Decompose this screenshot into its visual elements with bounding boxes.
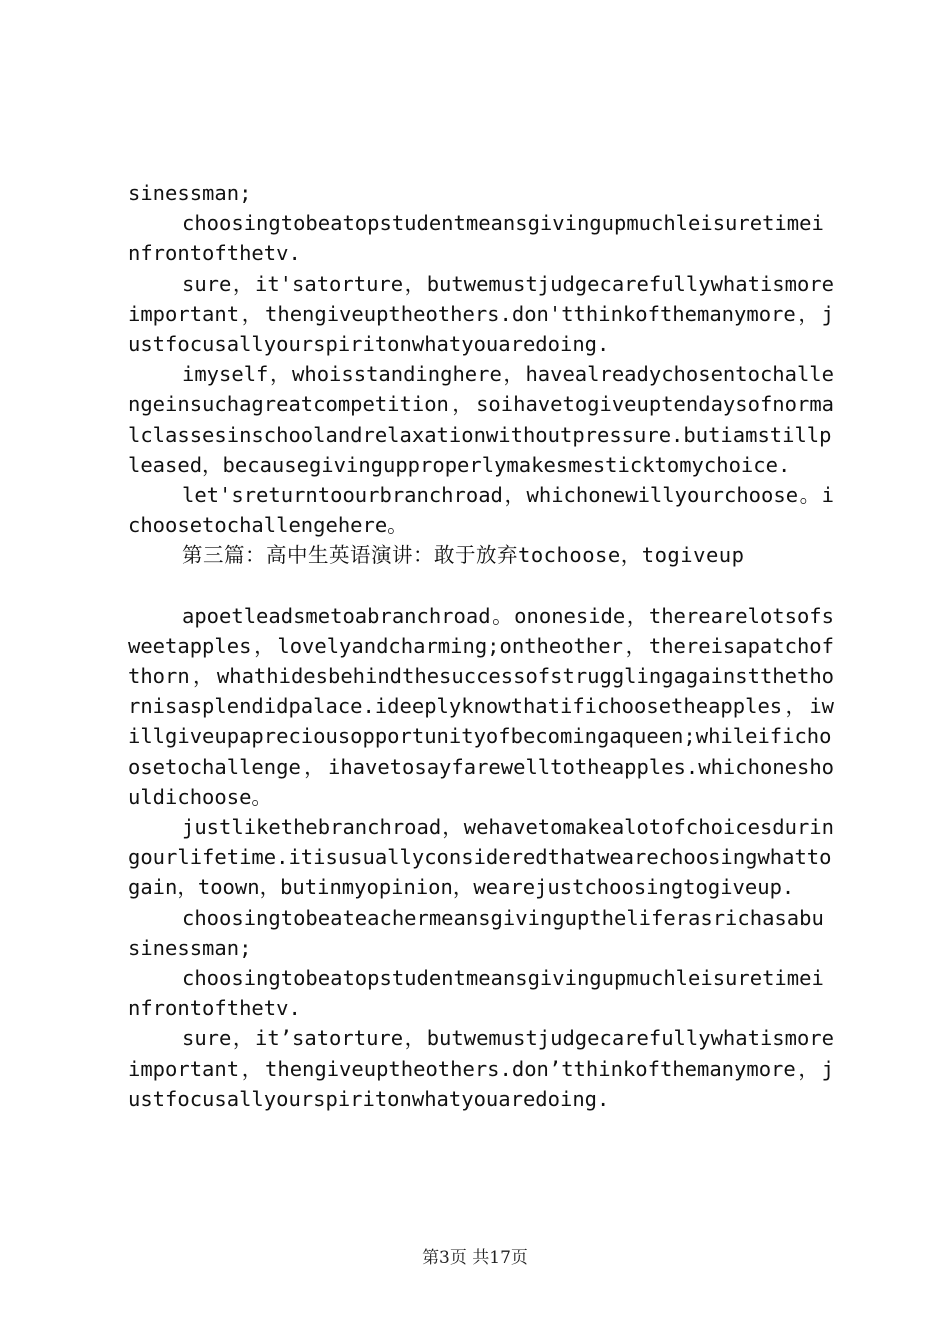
paragraph-continuation: sinessman; [128, 181, 252, 205]
paragraph: imyself，whoisstandinghere，havealreadychosentochallengeinsuchagreatcompetition，soihavetogiveuptendaysofnormalclassesinschoolandrelaxationwithoutpressure.butiamstillpleased，becausegivingupproperlymakesmesticktomychoice. [128, 362, 834, 477]
paragraph: sure，it’satorture，butwemustjudgecarefullywhatismoreimportant，thengiveuptheothers.don’tthinkofthemanymore，justfocusallyourspiritonwhatyouaredoing. [128, 1026, 834, 1111]
paragraph: choosingtobeateachermeansgivinguptheliferasrichasabusinessman; [128, 905, 824, 960]
paragraph: apoetleadsmetoabranchroad。ononeside，therearelotsofsweetapples，lovelyandcharming;ontheother，thereisapatchofthorn，whathidesbehindthesuccessofstrugglingagainstthethornisasplendidpalace.ideeplyknowthatifichoosetheapples，iwillgiveupapreciousopportunityofbecomingaqueen;whileifichoosetochallenge，ihavetosayfarewelltotheapples.whichoneshouldichoose。 [128, 603, 834, 809]
paragraph: choosingtobeatopstudentmeansgivingupmuchleisuretimeinfrontofthetv. [128, 211, 824, 266]
section-spacer [128, 571, 834, 601]
paragraph: let'sreturntoourbranchroad，whichonewillyourchoose。ichoosetochallengehere。 [128, 483, 834, 538]
paragraph: choosingtobeatopstudentmeansgivingupmuchleisuretimeinfrontofthetv. [128, 966, 824, 1021]
paragraph: justlikethebranchroad，wehavetomakealotofchoicesduringourlifetime.itisusuallyconsideredthatwearechoosingwhattogain，toown，butinmyopinion，wearejustchoosingtogiveup. [128, 815, 834, 900]
section-heading: 第三篇：高中生英语演讲：敢于放弃tochoose，togiveup [182, 543, 745, 568]
paragraph: sure，it'satorture，butwemustjudgecarefullywhatismoreimportant，thengiveuptheothers.don'tthinkofthemanymore，justfocusallyourspiritonwhatyouaredoing. [128, 271, 834, 357]
document-body [128, 178, 834, 1114]
page-number-footer: 第3页 共17页 [422, 1248, 528, 1268]
